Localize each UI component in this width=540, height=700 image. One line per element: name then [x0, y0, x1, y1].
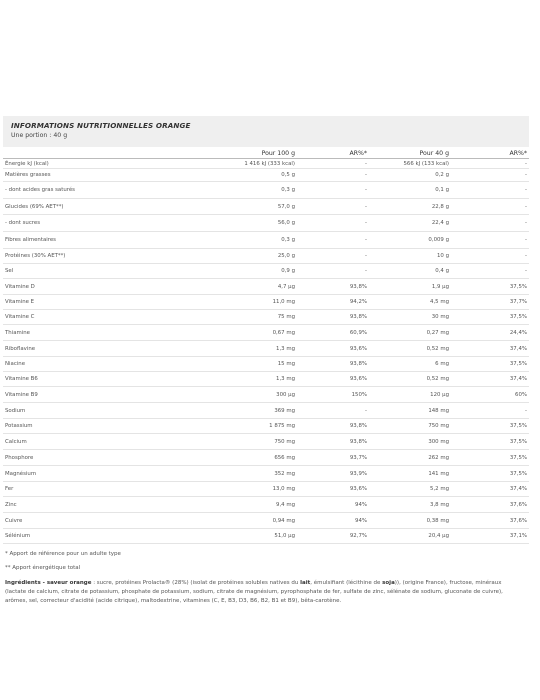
- column-header: Pour 100 g: [153, 147, 297, 159]
- value-per-40g: 0,38 mg: [369, 513, 451, 529]
- ingredients-label: Ingrédients - saveur orange: [5, 580, 92, 586]
- ar-per-100g: 93,9%: [297, 466, 369, 482]
- value-per-100g: 0,5 g: [153, 169, 297, 182]
- table-row: [3, 295, 529, 310]
- table-row: [3, 403, 529, 419]
- nutrient-name: Vitamine E: [3, 295, 153, 310]
- value-per-40g: 0,1 g: [369, 182, 451, 199]
- table-row: [3, 182, 529, 199]
- value-per-100g: 13,0 mg: [153, 482, 297, 497]
- ar-per-100g: -: [297, 264, 369, 279]
- table-row: [3, 497, 529, 513]
- value-per-40g: 0,52 mg: [369, 341, 451, 357]
- ar-per-40g: 37,5%: [451, 450, 529, 466]
- table-row: [3, 372, 529, 387]
- value-per-100g: 25,0 g: [153, 249, 297, 264]
- value-per-100g: 352 mg: [153, 466, 297, 482]
- table-header-row: [3, 147, 529, 159]
- column-header: Pour 40 g: [369, 147, 451, 159]
- ar-per-40g: -: [451, 215, 529, 232]
- value-per-40g: 20,4 µg: [369, 529, 451, 544]
- table-row: [3, 513, 529, 529]
- ar-per-40g: 37,6%: [451, 513, 529, 529]
- nutrient-name: Potassium: [3, 419, 153, 434]
- ingredients-part: )), (origine France), fructose, minéraux (lactate de calcium, citrate de potassium, phosphate de potassium, sodium, citrate de magnésium, pyrophosphate de fer, sulfate de zinc, sélénate de sodium, gluconate de cuivre), arômes, sel, correcteur d'acidité (acide citrique), maltodextrine, vitamines (C, E, B3, D3, B6, B2, B1 et B9), bêta-carotène.: [5, 580, 503, 604]
- ar-per-40g: -: [451, 249, 529, 264]
- table-row: [3, 450, 529, 466]
- table-row: [3, 169, 529, 182]
- allergen-soy: soja: [382, 580, 395, 586]
- table-row: [3, 387, 529, 403]
- ar-per-40g: 37,6%: [451, 497, 529, 513]
- table-row: [3, 264, 529, 279]
- ar-per-40g: 24,4%: [451, 325, 529, 341]
- value-per-100g: 9,4 mg: [153, 497, 297, 513]
- ar-per-40g: 37,5%: [451, 466, 529, 482]
- allergen-milk: lait: [300, 580, 311, 586]
- value-per-40g: 0,4 g: [369, 264, 451, 279]
- nutrient-name: Énergie kJ (kcal): [3, 159, 153, 169]
- ar-per-100g: 60,9%: [297, 325, 369, 341]
- ar-per-100g: 150%: [297, 387, 369, 403]
- value-per-40g: 750 mg: [369, 419, 451, 434]
- ar-per-100g: 93,8%: [297, 279, 369, 295]
- ar-per-100g: 93,6%: [297, 482, 369, 497]
- value-per-100g: 0,3 g: [153, 232, 297, 249]
- value-per-40g: 566 kJ (133 kcal): [369, 159, 451, 169]
- ar-per-40g: -: [451, 169, 529, 182]
- ar-per-100g: 93,6%: [297, 341, 369, 357]
- value-per-100g: 56,0 g: [153, 215, 297, 232]
- value-per-40g: 5,2 mg: [369, 482, 451, 497]
- ar-per-100g: 92,7%: [297, 529, 369, 544]
- table-row: [3, 529, 529, 544]
- value-per-100g: 51,0 µg: [153, 529, 297, 544]
- ar-per-100g: 94%: [297, 497, 369, 513]
- portion-text: Une portion : 40 g: [11, 132, 68, 139]
- nutrient-name: Matières grasses: [3, 169, 153, 182]
- nutrition-sheet: [3, 116, 529, 606]
- ar-per-40g: 37,5%: [451, 279, 529, 295]
- ar-per-40g: 60%: [451, 387, 529, 403]
- ar-per-40g: 37,5%: [451, 419, 529, 434]
- value-per-40g: 1,9 µg: [369, 279, 451, 295]
- ar-per-40g: 37,7%: [451, 295, 529, 310]
- value-per-100g: 75 mg: [153, 310, 297, 325]
- ar-per-100g: -: [297, 169, 369, 182]
- ar-per-100g: -: [297, 403, 369, 419]
- nutrition-table: [3, 147, 529, 544]
- column-header: AR%*: [451, 147, 529, 159]
- table-row: [3, 482, 529, 497]
- table-row: [3, 341, 529, 357]
- ingredients-part: : sucre, protéines Prolacta® (28%) (isolat de protéines solubles natives du: [91, 580, 301, 586]
- nutrient-name: Phosphore: [3, 450, 153, 466]
- nutrient-name: Vitamine B6: [3, 372, 153, 387]
- value-per-40g: 6 mg: [369, 357, 451, 372]
- table-row: [3, 279, 529, 295]
- value-per-40g: 0,52 mg: [369, 372, 451, 387]
- nutrient-name: Vitamine C: [3, 310, 153, 325]
- value-per-40g: 0,009 g: [369, 232, 451, 249]
- ingredients-part: , émulsifiant (lécithine de: [310, 580, 383, 586]
- ar-per-100g: -: [297, 159, 369, 169]
- ar-per-100g: 93,6%: [297, 372, 369, 387]
- table-row: [3, 434, 529, 450]
- value-per-100g: 15 mg: [153, 357, 297, 372]
- value-per-40g: 0,2 g: [369, 169, 451, 182]
- value-per-40g: 3,8 mg: [369, 497, 451, 513]
- ar-per-40g: 37,5%: [451, 310, 529, 325]
- nutrient-name: - dont acides gras saturés: [3, 182, 153, 199]
- nutrient-name: Sélénium: [3, 529, 153, 544]
- table-row: [3, 325, 529, 341]
- ar-per-100g: 94,2%: [297, 295, 369, 310]
- table-row: [3, 466, 529, 482]
- value-per-100g: 0,94 mg: [153, 513, 297, 529]
- table-row: [3, 159, 529, 169]
- nutrient-name: Niacine: [3, 357, 153, 372]
- ar-per-100g: 93,8%: [297, 357, 369, 372]
- footnote-reference-intake: * Apport de référence pour un adulte type: [5, 551, 121, 557]
- ar-per-100g: -: [297, 215, 369, 232]
- ar-per-40g: 37,5%: [451, 434, 529, 450]
- nutrient-name: Fer: [3, 482, 153, 497]
- value-per-100g: 57,0 g: [153, 199, 297, 215]
- value-per-40g: 30 mg: [369, 310, 451, 325]
- value-per-100g: 369 mg: [153, 403, 297, 419]
- ar-per-40g: 37,1%: [451, 529, 529, 544]
- value-per-100g: 0,9 g: [153, 264, 297, 279]
- nutrient-name: Magnésium: [3, 466, 153, 482]
- ar-per-40g: 37,4%: [451, 372, 529, 387]
- value-per-40g: 10 g: [369, 249, 451, 264]
- nutrient-name: Fibres alimentaires: [3, 232, 153, 249]
- nutrient-name: Cuivre: [3, 513, 153, 529]
- nutrition-header: [3, 116, 529, 147]
- nutrient-name: Protéines (30% AET**): [3, 249, 153, 264]
- value-per-100g: 300 µg: [153, 387, 297, 403]
- table-row: [3, 199, 529, 215]
- nutrient-name: Vitamine D: [3, 279, 153, 295]
- table-row: [3, 232, 529, 249]
- table-row: [3, 249, 529, 264]
- value-per-100g: 750 mg: [153, 434, 297, 450]
- value-per-40g: 300 mg: [369, 434, 451, 450]
- value-per-40g: 262 mg: [369, 450, 451, 466]
- value-per-100g: 4,7 µg: [153, 279, 297, 295]
- value-per-100g: 1,3 mg: [153, 372, 297, 387]
- ar-per-40g: 37,5%: [451, 357, 529, 372]
- value-per-40g: 148 mg: [369, 403, 451, 419]
- value-per-100g: 656 mg: [153, 450, 297, 466]
- column-header: [3, 147, 153, 159]
- ar-per-40g: -: [451, 403, 529, 419]
- nutrient-name: Sel: [3, 264, 153, 279]
- nutrient-name: Calcium: [3, 434, 153, 450]
- table-row: [3, 419, 529, 434]
- ar-per-100g: 94%: [297, 513, 369, 529]
- column-header: AR%*: [297, 147, 369, 159]
- ar-per-40g: 37,4%: [451, 482, 529, 497]
- value-per-40g: 0,27 mg: [369, 325, 451, 341]
- value-per-100g: 1 416 kJ (333 kcal): [153, 159, 297, 169]
- ingredients-text: [3, 579, 529, 606]
- ar-per-100g: -: [297, 182, 369, 199]
- ar-per-100g: 93,8%: [297, 419, 369, 434]
- table-row: [3, 357, 529, 372]
- value-per-100g: 1,3 mg: [153, 341, 297, 357]
- value-per-100g: 0,67 mg: [153, 325, 297, 341]
- ar-per-40g: -: [451, 182, 529, 199]
- value-per-40g: 4,5 mg: [369, 295, 451, 310]
- value-per-40g: 22,8 g: [369, 199, 451, 215]
- ar-per-100g: -: [297, 249, 369, 264]
- nutrient-name: Riboflavine: [3, 341, 153, 357]
- value-per-100g: 1 875 mg: [153, 419, 297, 434]
- ar-per-40g: -: [451, 159, 529, 169]
- value-per-40g: 120 µg: [369, 387, 451, 403]
- nutrition-title: INFORMATIONS NUTRITIONNELLES ORANGE: [11, 121, 191, 130]
- value-per-100g: 0,3 g: [153, 182, 297, 199]
- value-per-40g: 22,4 g: [369, 215, 451, 232]
- ar-per-100g: 93,8%: [297, 434, 369, 450]
- ar-per-100g: -: [297, 232, 369, 249]
- nutrient-name: Vitamine B9: [3, 387, 153, 403]
- ar-per-100g: 93,8%: [297, 310, 369, 325]
- ar-per-100g: 93,7%: [297, 450, 369, 466]
- ar-per-40g: -: [451, 264, 529, 279]
- ar-per-40g: -: [451, 199, 529, 215]
- ar-per-100g: -: [297, 199, 369, 215]
- ar-per-40g: -: [451, 232, 529, 249]
- footnote-energy-intake: ** Apport énergétique total: [5, 565, 81, 571]
- ar-per-40g: 37,4%: [451, 341, 529, 357]
- value-per-100g: 11,0 mg: [153, 295, 297, 310]
- nutrient-name: Thiamine: [3, 325, 153, 341]
- nutrient-name: - dont sucres: [3, 215, 153, 232]
- table-row: [3, 215, 529, 232]
- nutrient-name: Glucides (69% AET**): [3, 199, 153, 215]
- table-row: [3, 310, 529, 325]
- nutrient-name: Zinc: [3, 497, 153, 513]
- nutrient-name: Sodium: [3, 403, 153, 419]
- value-per-40g: 141 mg: [369, 466, 451, 482]
